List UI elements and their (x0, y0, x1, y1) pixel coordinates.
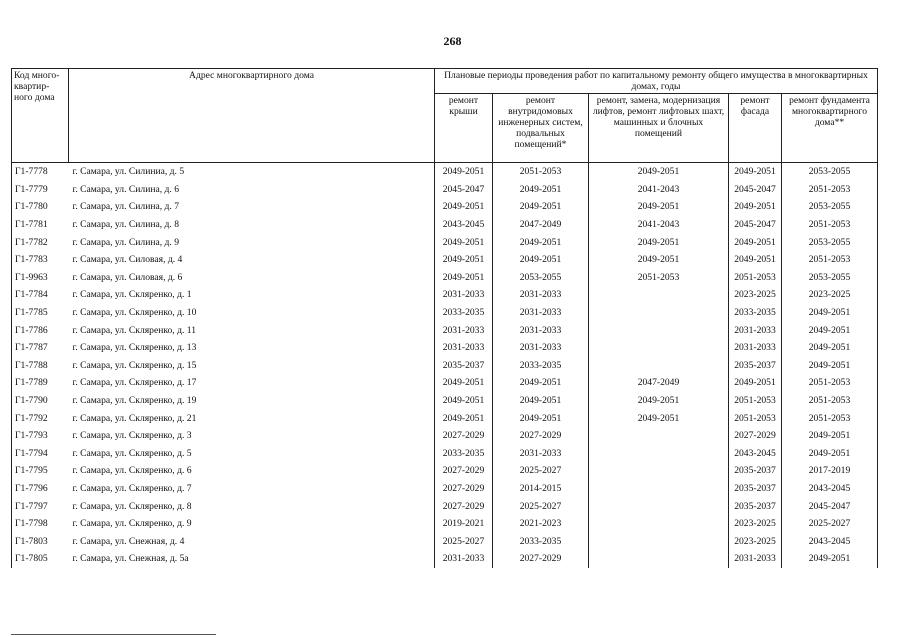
cell-roof: 2025-2027 (435, 532, 493, 550)
cell-address: г. Самара, ул. Скляренко, д. 21 (72, 412, 197, 424)
cell-roof: 2043-2045 (435, 216, 493, 234)
cell-code: Г1-7805 (12, 550, 69, 568)
cell-engineering: 2049-2051 (493, 181, 589, 199)
cell-facade: 2049-2051 (729, 251, 782, 269)
cell-facade: 2051-2053 (729, 269, 782, 287)
cell-code: Г1-7786 (12, 321, 69, 339)
cell-facade: 2023-2025 (729, 286, 782, 304)
cell-foundation: 2025-2027 (782, 515, 878, 533)
cell-elevators: 2041-2043 (589, 216, 729, 234)
cell-facade: 2031-2033 (729, 321, 782, 339)
table-body (12, 163, 878, 568)
cell-facade: 2035-2037 (729, 480, 782, 498)
cell-roof: 2027-2029 (435, 462, 493, 480)
table-row (12, 339, 878, 357)
cell-foundation: 2049-2051 (782, 427, 878, 445)
cell-facade: 2035-2037 (729, 497, 782, 515)
table-header (12, 69, 878, 163)
cell-engineering: 2049-2051 (493, 374, 589, 392)
cell-elevators (589, 304, 729, 322)
cell-engineering: 2051-2053 (493, 163, 589, 181)
cell-roof: 2049-2051 (435, 163, 493, 181)
cell-elevators (589, 286, 729, 304)
cell-facade: 2031-2033 (729, 339, 782, 357)
cell-roof: 2033-2035 (435, 445, 493, 463)
cell-code: Г1-7787 (12, 339, 69, 357)
cell-engineering: 2049-2051 (493, 409, 589, 427)
cell-code: Г1-7785 (12, 304, 69, 322)
cell-engineering: 2033-2035 (493, 532, 589, 550)
cell-address: г. Самара, ул. Скляренко, д. 8 (72, 500, 192, 512)
cell-engineering: 2049-2051 (493, 392, 589, 410)
table-row (12, 216, 878, 234)
cell-engineering: 2047-2049 (493, 216, 589, 234)
cell-roof: 2049-2051 (435, 198, 493, 216)
cell-code: Г1-7798 (12, 515, 69, 533)
header-roof: ремонт крыши (435, 94, 493, 163)
cell-engineering: 2049-2051 (493, 198, 589, 216)
cell-facade: 2043-2045 (729, 445, 782, 463)
cell-code: Г1-7796 (12, 480, 69, 498)
cell-elevators: 2049-2051 (589, 233, 729, 251)
cell-elevators (589, 321, 729, 339)
cell-roof: 2027-2029 (435, 427, 493, 445)
cell-roof: 2045-2047 (435, 181, 493, 199)
cell-foundation: 2051-2053 (782, 374, 878, 392)
cell-code: Г1-7780 (12, 198, 69, 216)
cell-code: Г1-7788 (12, 357, 69, 375)
cell-code: Г1-7797 (12, 497, 69, 515)
cell-address: г. Самара, ул. Скляренко, д. 15 (72, 359, 197, 371)
cell-elevators: 2051-2053 (589, 269, 729, 287)
cell-elevators (589, 357, 729, 375)
cell-address: г. Самара, ул. Силина, д. 7 (72, 201, 179, 213)
cell-foundation: 2049-2051 (782, 304, 878, 322)
cell-elevators (589, 427, 729, 445)
cell-foundation: 2049-2051 (782, 445, 878, 463)
capital-repair-plan-table (11, 68, 878, 568)
cell-address: г. Самара, ул. Скляренко, д. 11 (72, 324, 197, 336)
cell-address: г. Самара, ул. Снежная, д. 4 (72, 535, 185, 547)
table-row (12, 163, 878, 181)
cell-engineering: 2049-2051 (493, 233, 589, 251)
cell-engineering: 2027-2029 (493, 550, 589, 568)
cell-address: г. Самара, ул. Силовая, д. 6 (72, 271, 183, 283)
cell-address: г. Самара, ул. Скляренко, д. 17 (72, 377, 197, 389)
cell-engineering: 2031-2033 (493, 321, 589, 339)
cell-address: г. Самара, ул. Скляренко, д. 10 (72, 307, 197, 319)
cell-foundation: 2051-2053 (782, 409, 878, 427)
cell-address: г. Самара, ул. Скляренко, д. 9 (72, 518, 192, 530)
cell-roof: 2019-2021 (435, 515, 493, 533)
cell-engineering: 2021-2023 (493, 515, 589, 533)
cell-foundation: 2043-2045 (782, 480, 878, 498)
cell-foundation: 2051-2053 (782, 181, 878, 199)
cell-elevators (589, 462, 729, 480)
cell-code: Г1-7803 (12, 532, 69, 550)
footnote-separator (11, 634, 216, 635)
cell-facade: 2049-2051 (729, 198, 782, 216)
cell-facade: 2049-2051 (729, 233, 782, 251)
cell-facade: 2031-2033 (729, 550, 782, 568)
table-row (12, 550, 878, 568)
cell-facade: 2035-2037 (729, 357, 782, 375)
cell-address: г. Самара, ул. Скляренко, д. 6 (72, 465, 192, 477)
cell-address: г. Самара, ул. Скляренко, д. 7 (72, 482, 192, 494)
header-periods-group: Плановые периоды проведения работ по капитальному ремонту общего имущества в многоквартирных домах, годы (435, 69, 878, 94)
cell-address: г. Самара, ул. Скляренко, д. 3 (72, 430, 192, 442)
cell-facade: 2049-2051 (729, 163, 782, 181)
cell-facade: 2035-2037 (729, 462, 782, 480)
cell-facade: 2051-2053 (729, 409, 782, 427)
cell-engineering: 2031-2033 (493, 445, 589, 463)
cell-facade: 2023-2025 (729, 515, 782, 533)
cell-engineering: 2031-2033 (493, 339, 589, 357)
cell-roof: 2049-2051 (435, 233, 493, 251)
cell-code: Г1-7781 (12, 216, 69, 234)
cell-engineering: 2049-2051 (493, 251, 589, 269)
table-row (12, 409, 878, 427)
cell-foundation: 2045-2047 (782, 497, 878, 515)
table-row (12, 445, 878, 463)
table-row (12, 357, 878, 375)
cell-foundation: 2017-2019 (782, 462, 878, 480)
table-row (12, 374, 878, 392)
table-row (12, 515, 878, 533)
cell-facade: 2045-2047 (729, 216, 782, 234)
table-row (12, 462, 878, 480)
cell-elevators (589, 445, 729, 463)
cell-facade: 2027-2029 (729, 427, 782, 445)
cell-facade: 2051-2053 (729, 392, 782, 410)
cell-address: г. Самара, ул. Силина, д. 9 (72, 236, 179, 248)
cell-elevators: 2049-2051 (589, 409, 729, 427)
cell-code: Г1-7790 (12, 392, 69, 410)
cell-address: г. Самара, ул. Силина, д. 6 (72, 183, 179, 195)
cell-code: Г1-7782 (12, 233, 69, 251)
header-elevators: ремонт, замена, модернизация лифтов, ремонт лифтовых шахт, машинных и блочных помещений (589, 94, 729, 163)
cell-elevators: 2041-2043 (589, 181, 729, 199)
cell-code: Г1-7778 (12, 163, 69, 181)
cell-elevators (589, 550, 729, 568)
cell-foundation: 2049-2051 (782, 339, 878, 357)
cell-elevators: 2049-2051 (589, 392, 729, 410)
table-row (12, 198, 878, 216)
header-engineering: ремонт внутридомовых инженерных систем, подвальных помещений* (493, 94, 589, 163)
cell-foundation: 2053-2055 (782, 269, 878, 287)
cell-code: Г1-7792 (12, 409, 69, 427)
cell-code: Г1-7795 (12, 462, 69, 480)
cell-roof: 2033-2035 (435, 304, 493, 322)
cell-engineering: 2027-2029 (493, 427, 589, 445)
cell-roof: 2031-2033 (435, 550, 493, 568)
cell-elevators: 2049-2051 (589, 163, 729, 181)
cell-address: г. Самара, ул. Силина, д. 8 (72, 219, 179, 231)
cell-foundation: 2051-2053 (782, 251, 878, 269)
cell-address: г. Самара, ул. Силовая, д. 4 (72, 254, 183, 266)
table-row (12, 532, 878, 550)
cell-code: Г1-7793 (12, 427, 69, 445)
cell-facade: 2045-2047 (729, 181, 782, 199)
cell-facade: 2033-2035 (729, 304, 782, 322)
cell-roof: 2049-2051 (435, 269, 493, 287)
cell-roof: 2049-2051 (435, 374, 493, 392)
cell-engineering: 2025-2027 (493, 497, 589, 515)
cell-roof: 2049-2051 (435, 409, 493, 427)
cell-engineering: 2025-2027 (493, 462, 589, 480)
cell-roof: 2031-2033 (435, 286, 493, 304)
cell-engineering: 2053-2055 (493, 269, 589, 287)
cell-engineering: 2033-2035 (493, 357, 589, 375)
header-code: Код много-квартир-ного дома (12, 69, 69, 163)
cell-foundation: 2053-2055 (782, 163, 878, 181)
cell-address: г. Самара, ул. Скляренко, д. 19 (72, 395, 197, 407)
cell-code: Г1-7789 (12, 374, 69, 392)
cell-elevators (589, 532, 729, 550)
cell-roof: 2049-2051 (435, 251, 493, 269)
cell-facade: 2049-2051 (729, 374, 782, 392)
cell-roof: 2049-2051 (435, 392, 493, 410)
cell-code: Г1-7783 (12, 251, 69, 269)
cell-facade: 2023-2025 (729, 532, 782, 550)
cell-engineering: 2031-2033 (493, 286, 589, 304)
cell-code: Г1-7794 (12, 445, 69, 463)
cell-roof: 2027-2029 (435, 480, 493, 498)
cell-roof: 2027-2029 (435, 497, 493, 515)
table-row (12, 304, 878, 322)
cell-elevators (589, 515, 729, 533)
cell-address: г. Самара, ул. Силиниа, д. 5 (72, 166, 185, 178)
page-number: 268 (443, 34, 462, 48)
cell-engineering: 2014-2015 (493, 480, 589, 498)
cell-engineering: 2031-2033 (493, 304, 589, 322)
table-row (12, 392, 878, 410)
cell-code: Г1-7784 (12, 286, 69, 304)
cell-elevators (589, 480, 729, 498)
header-address: Адрес многоквартирного дома (69, 69, 435, 163)
cell-roof: 2031-2033 (435, 321, 493, 339)
table-row (12, 233, 878, 251)
table-row (12, 181, 878, 199)
cell-foundation: 2049-2051 (782, 357, 878, 375)
cell-elevators: 2049-2051 (589, 251, 729, 269)
table-row (12, 480, 878, 498)
cell-code: Г1-9963 (12, 269, 69, 287)
cell-elevators (589, 497, 729, 515)
cell-address: г. Самара, ул. Скляренко, д. 5 (72, 447, 192, 459)
cell-elevators (589, 339, 729, 357)
cell-address: г. Самара, ул. Скляренко, д. 13 (72, 342, 197, 354)
cell-foundation: 2051-2053 (782, 216, 878, 234)
table-row (12, 286, 878, 304)
header-foundation: ремонт фундамента многоквартирного дома** (782, 94, 878, 163)
table-row (12, 321, 878, 339)
cell-code: Г1-7779 (12, 181, 69, 199)
cell-foundation: 2049-2051 (782, 321, 878, 339)
header-facade: ремонт фасада (729, 94, 782, 163)
table-row (12, 269, 878, 287)
cell-foundation: 2049-2051 (782, 550, 878, 568)
table-row (12, 497, 878, 515)
table-row (12, 251, 878, 269)
cell-foundation: 2053-2055 (782, 198, 878, 216)
cell-elevators: 2047-2049 (589, 374, 729, 392)
cell-address: г. Самара, ул. Снежная, д. 5а (72, 553, 189, 565)
table-row (12, 427, 878, 445)
cell-roof: 2031-2033 (435, 339, 493, 357)
cell-address: г. Самара, ул. Скляренко, д. 1 (72, 289, 192, 301)
cell-foundation: 2043-2045 (782, 532, 878, 550)
cell-foundation: 2051-2053 (782, 392, 878, 410)
cell-elevators: 2049-2051 (589, 198, 729, 216)
cell-roof: 2035-2037 (435, 357, 493, 375)
cell-foundation: 2023-2025 (782, 286, 878, 304)
cell-foundation: 2053-2055 (782, 233, 878, 251)
